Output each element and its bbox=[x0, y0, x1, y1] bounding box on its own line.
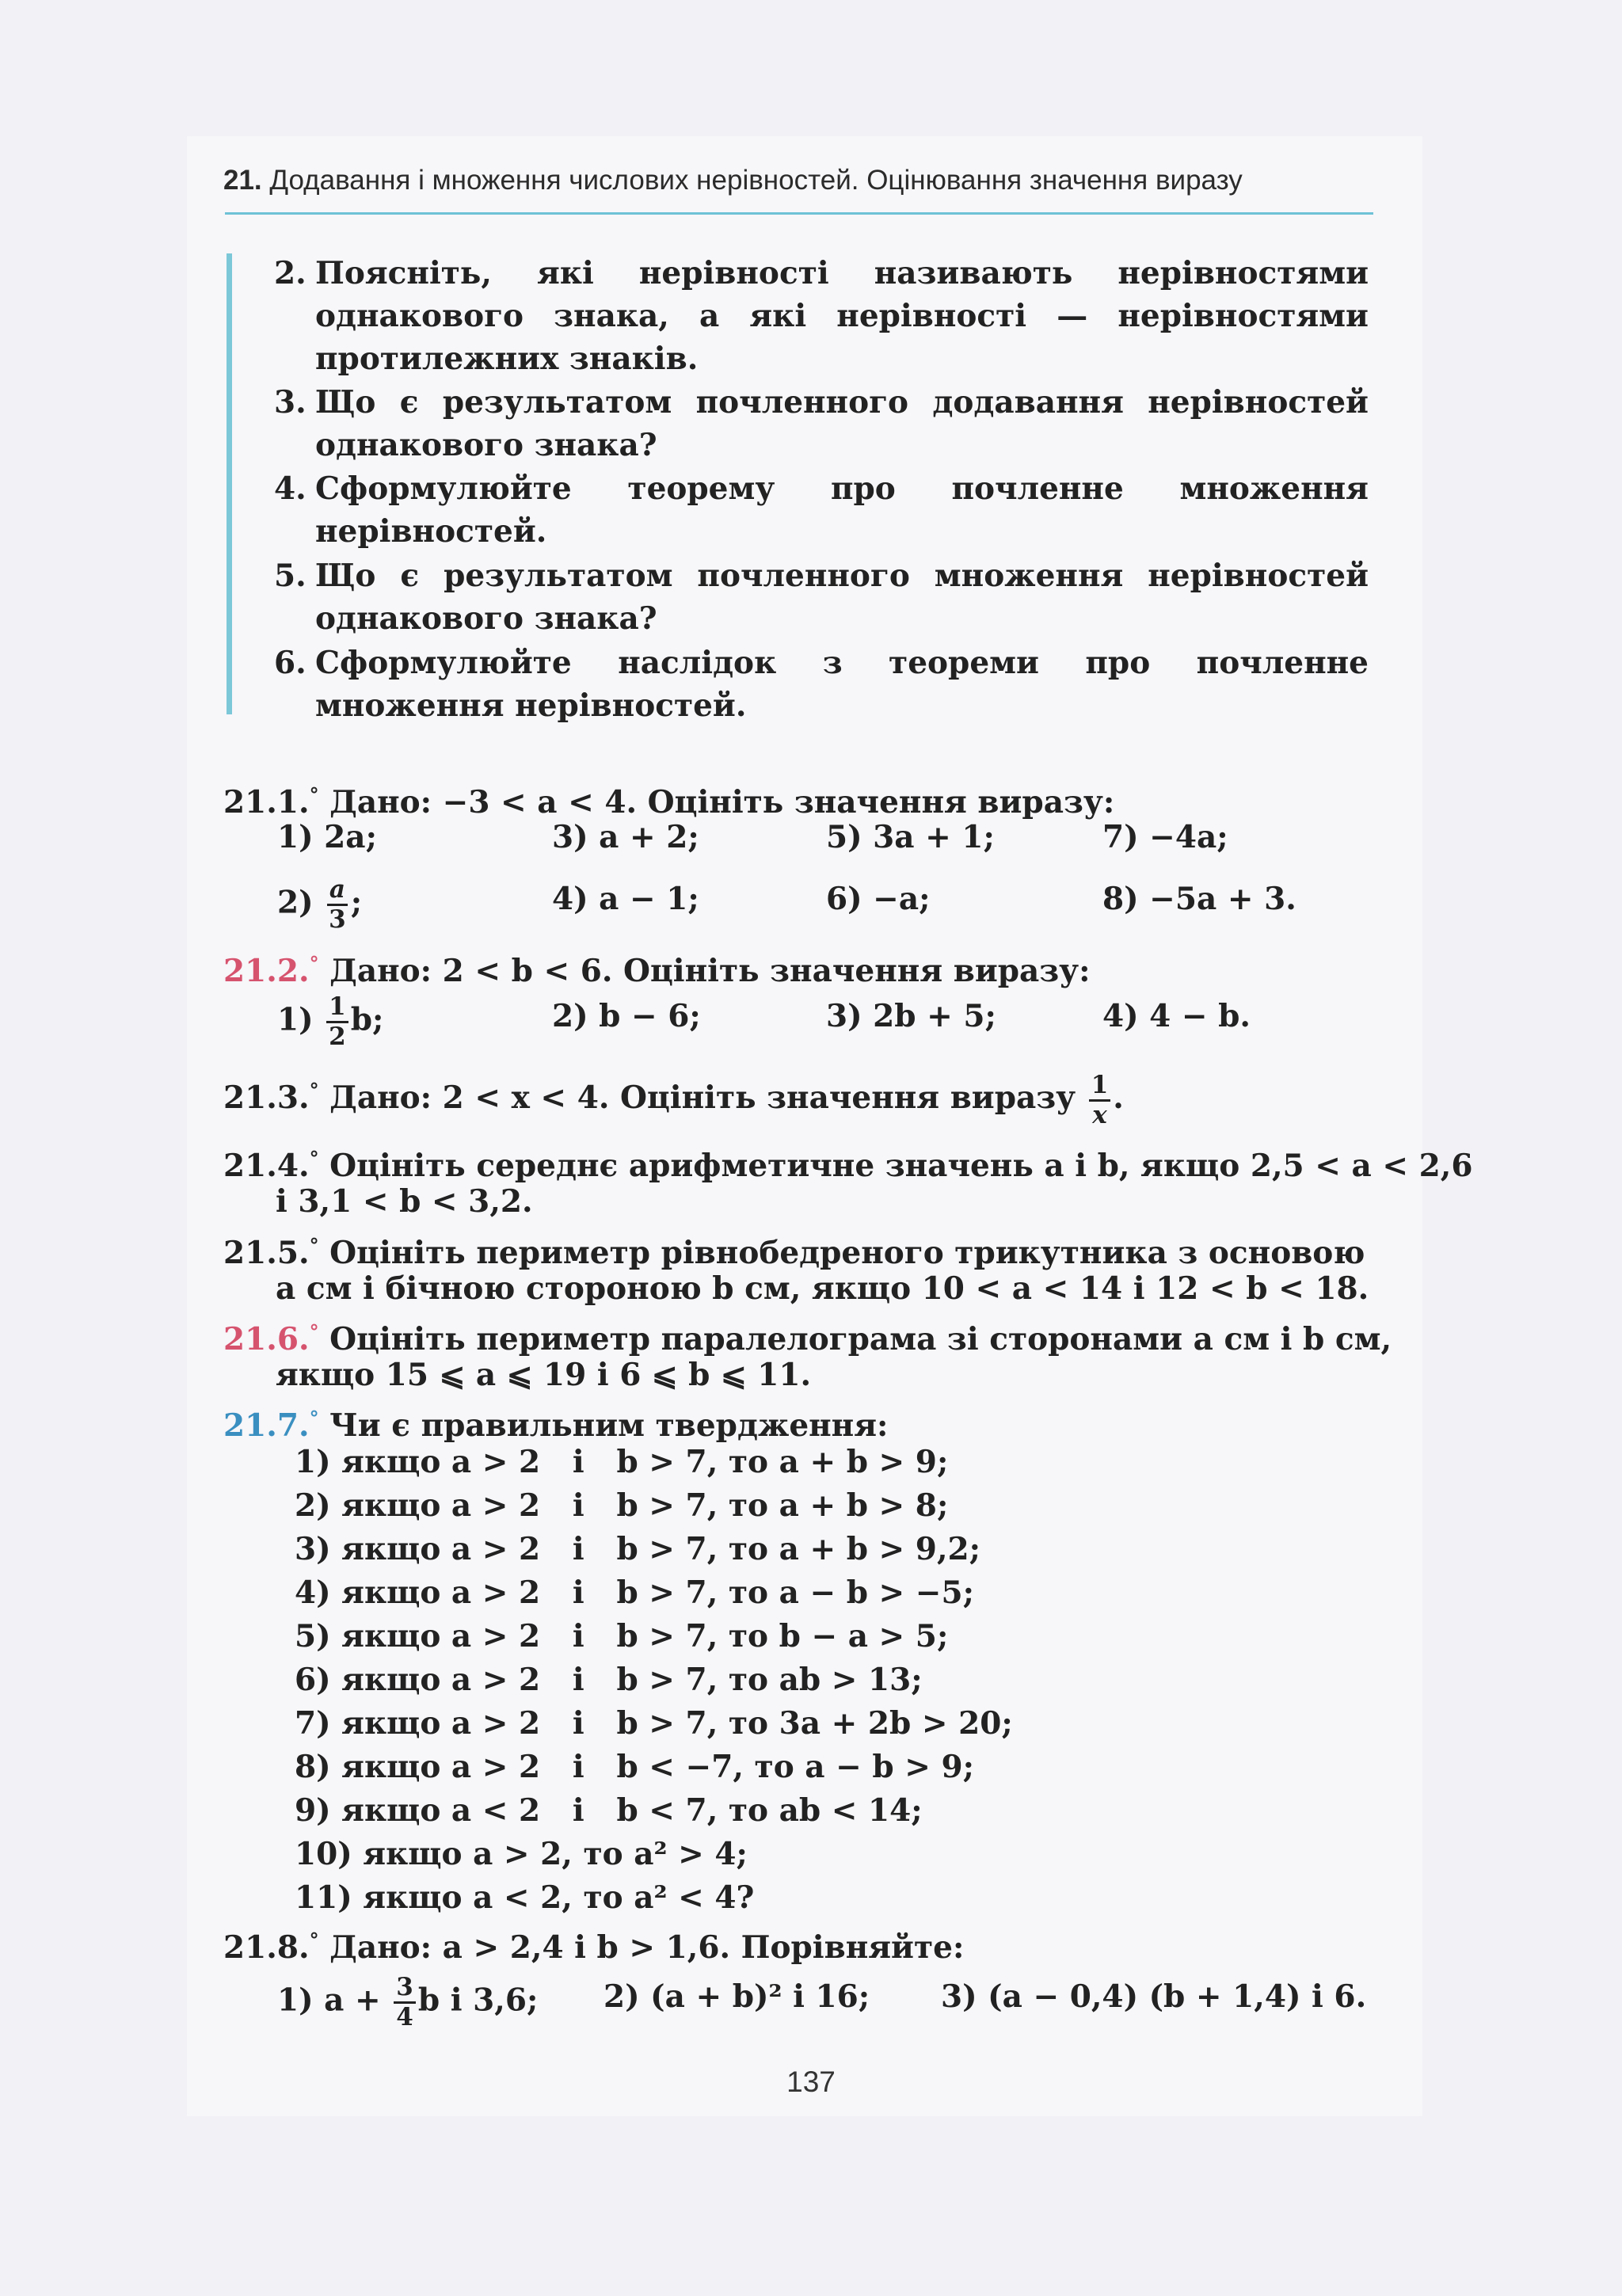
item: 6) −a; bbox=[826, 881, 931, 917]
item: 2) b − 6; bbox=[552, 998, 701, 1034]
difficulty-mark: ° bbox=[309, 1079, 319, 1102]
statement-9: 9) якщо a < 2 і b < 7, то ab < 14; bbox=[295, 1792, 923, 1829]
exercise-21-8-title bbox=[223, 1919, 964, 1969]
item-label: 1) bbox=[277, 1001, 314, 1038]
exercise-number: 21.6. bbox=[223, 1321, 310, 1357]
statement-1: 1) якщо a > 2 і b > 7, то a + b > 9; bbox=[295, 1444, 949, 1480]
question-text: Що є результатом почленного множення нерівностей однакового знака? bbox=[315, 558, 1369, 637]
item: 3) (a − 0,4) (b + 1,4) і 6. bbox=[941, 1978, 1367, 2015]
difficulty-mark: ° bbox=[309, 1234, 319, 1257]
fraction bbox=[326, 875, 348, 934]
exercise-21-7-title bbox=[223, 1397, 888, 1447]
question-number: 6. bbox=[274, 645, 307, 681]
question-text: Сформулюйте наслідок з теореми про почленне множення нерівностей. bbox=[315, 645, 1369, 724]
exercise-number: 21.7. bbox=[223, 1407, 310, 1444]
difficulty-mark: ° bbox=[309, 1147, 319, 1170]
item: 3) a + 2; bbox=[552, 819, 699, 855]
item: 5) 3a + 1; bbox=[826, 819, 995, 855]
exercise-number: 21.8. bbox=[223, 1929, 310, 1966]
section-number: 21. bbox=[223, 165, 262, 196]
difficulty-mark: ° bbox=[309, 1929, 319, 1951]
exercise-text: Оцініть периметр рівнобедреного трикутника з основою bbox=[329, 1235, 1365, 1271]
statement-6: 6) якщо a > 2 і b > 7, то ab > 13; bbox=[295, 1662, 923, 1698]
exercise-number: 21.2. bbox=[223, 953, 310, 989]
exercise-21-3 bbox=[223, 1069, 1124, 1128]
exercise-text: Оцініть периметр паралелограма зі сторонами a см і b см, bbox=[329, 1321, 1392, 1357]
numerator: 1 bbox=[326, 995, 348, 1023]
question-text: Що є результатом почленного додавання нерівностей однакового знака? bbox=[315, 384, 1369, 463]
item: 8) −5a + 3. bbox=[1102, 881, 1296, 917]
statement-3: 3) якщо a > 2 і b > 7, то a + b > 9,2; bbox=[295, 1531, 981, 1567]
question-6 bbox=[274, 642, 1369, 727]
exercise-number: 21.5. bbox=[223, 1235, 310, 1271]
question-3 bbox=[274, 381, 1369, 466]
exercise-text: Дано: −3 < a < 4. Оцініть значення виразу: bbox=[329, 784, 1115, 821]
item-label: 1) a + bbox=[277, 1982, 381, 2019]
denominator: 2 bbox=[329, 1022, 346, 1051]
exercise-number: 21.3. bbox=[223, 1079, 310, 1116]
fraction bbox=[326, 992, 348, 1051]
exercise-number: 21.1. bbox=[223, 784, 310, 821]
statement-5: 5) якщо a > 2 і b > 7, то b − a > 5; bbox=[295, 1618, 949, 1654]
item: 1) 2a; bbox=[277, 819, 377, 855]
exercise-21-2-title bbox=[223, 942, 1091, 992]
question-text: Поясніть, які нерівності називають нерівностями однакового знака, а які нерівності — нерівностями протилежних знаків. bbox=[315, 255, 1369, 377]
header-rule bbox=[225, 212, 1373, 215]
difficulty-mark: ° bbox=[309, 952, 319, 975]
question-number: 3. bbox=[274, 384, 307, 421]
statement-2: 2) якщо a > 2 і b > 7, то a + b > 8; bbox=[295, 1487, 949, 1524]
fraction bbox=[1089, 1070, 1111, 1129]
question-4 bbox=[274, 467, 1369, 553]
exercise-number: 21.4. bbox=[223, 1148, 310, 1184]
item: 4) a − 1; bbox=[552, 881, 699, 917]
fraction bbox=[394, 1975, 416, 2030]
difficulty-mark: ° bbox=[309, 783, 319, 806]
exercise-21-5-line-2: a см і бічною стороною b см, якщо 10 < a < 14 і 12 < b < 18. bbox=[276, 1270, 1369, 1307]
statement-11: 11) якщо a < 2, то a² < 4? bbox=[295, 1879, 755, 1916]
item: 4) 4 − b. bbox=[1102, 998, 1251, 1034]
item-label: 2) bbox=[277, 884, 314, 921]
exercise-text: Дано: 2 < b < 6. Оцініть значення виразу: bbox=[329, 953, 1091, 989]
denominator: 3 bbox=[329, 905, 346, 934]
numerator: a bbox=[327, 878, 348, 906]
exercise-text: Оцініть середнє арифметичне значень a і b, якщо 2,5 < a < 2,6 bbox=[329, 1148, 1473, 1184]
item: 7) −4a; bbox=[1102, 819, 1228, 855]
item: 2) (a + b)² і 16; bbox=[603, 1978, 870, 2015]
question-2 bbox=[274, 252, 1369, 380]
denominator: 4 bbox=[396, 2003, 413, 2031]
exercise-text: Чи є правильним твердження: bbox=[329, 1407, 889, 1444]
questions-sidebar-bar bbox=[227, 253, 232, 714]
statement-10: 10) якщо a > 2, то a² > 4; bbox=[295, 1836, 748, 1872]
question-text: Сформулюйте теорему про почленне множення нерівностей. bbox=[315, 470, 1369, 550]
page-number: 137 bbox=[786, 2066, 836, 2098]
item bbox=[277, 1975, 538, 2030]
exercise-text: Дано: a > 2,4 і b > 1,6. Порівняйте: bbox=[329, 1929, 965, 1966]
item bbox=[277, 992, 384, 1051]
difficulty-mark: ° bbox=[309, 1320, 319, 1343]
statement-7: 7) якщо a > 2 і b > 7, то 3a + 2b > 20; bbox=[295, 1705, 1013, 1742]
exercise-21-4-line-2: і 3,1 < b < 3,2. bbox=[276, 1183, 533, 1220]
item bbox=[277, 875, 363, 934]
difficulty-mark: ° bbox=[309, 1407, 319, 1430]
section-header bbox=[223, 165, 1372, 196]
question-5 bbox=[274, 554, 1369, 640]
item: 3) 2b + 5; bbox=[826, 998, 996, 1034]
item-tail: b; bbox=[350, 1001, 384, 1038]
punct: . bbox=[1113, 1079, 1124, 1116]
section-title: Додавання і множення числових нерівностей. Оцінювання значення виразу bbox=[269, 165, 1243, 196]
punct: ; bbox=[350, 884, 363, 921]
numerator: 1 bbox=[1089, 1073, 1111, 1102]
numerator: 3 bbox=[394, 1975, 416, 2004]
statement-4: 4) якщо a > 2 і b > 7, то a − b > −5; bbox=[295, 1574, 975, 1611]
exercise-21-6-line-2: якщо 15 ⩽ a ⩽ 19 і 6 ⩽ b ⩽ 11. bbox=[276, 1357, 812, 1393]
question-number: 5. bbox=[274, 558, 307, 594]
question-number: 4. bbox=[274, 470, 307, 507]
denominator: x bbox=[1092, 1100, 1107, 1129]
item-tail: b і 3,6; bbox=[417, 1982, 539, 2019]
exercise-text: Дано: 2 < x < 4. Оцініть значення виразу bbox=[329, 1079, 1076, 1116]
statement-8: 8) якщо a > 2 і b < −7, то a − b > 9; bbox=[295, 1749, 975, 1785]
question-number: 2. bbox=[274, 255, 307, 291]
